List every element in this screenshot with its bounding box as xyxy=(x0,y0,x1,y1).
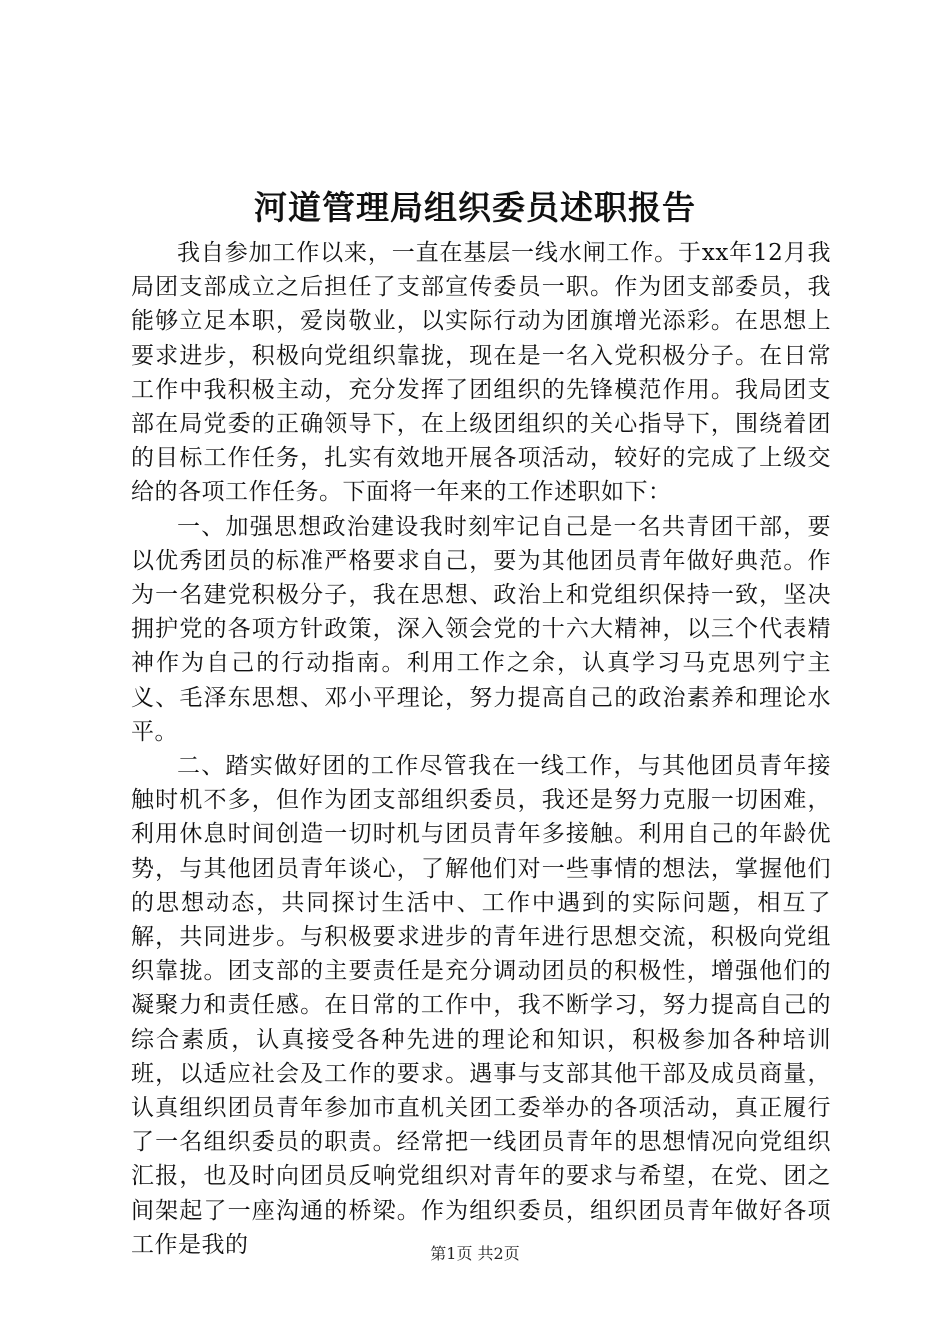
page-number-footer: 第1页 共2页 xyxy=(430,1244,520,1263)
paragraph-section-two: 二、踏实做好团的工作尽管我在一线工作，与其他团员青年接触时机不多，但作为团支部组织委员，我还是努力克服一切困难，利用休息时间创造一切时机与团员青年多接触。利用自己的年龄优势，与其他团员青年谈心，了解他们对一些事情的想法，掌握他们的思想动态，共同探讨生活中、工作中遇到的实际问题，相互了解，共同进步。与积极要求进步的青年进行思想交流，积极向党组织靠拢。团支部的主要责任是充分调动团员的积极性，增强他们的凝聚力和责任感。在日常的工作中，我不断学习，努力提高自己的综合素质，认真接受各种先进的理论和知识，积极参加各种培训班，以适应社会及工作的要求。遇事与支部其他干部及成员商量，认真组织团员青年参加市直机关团工委举办的各项活动，真正履行了一名组织委员的职责。经常把一线团员青年的思想情况向党组织汇报，也及时向团员反响党组织对青年的要求与希望，在党、团之间架起了一座沟通的桥梁。作为组织委员，组织团员青年做好各项工作是我的 xyxy=(131,753,831,1258)
document-title: 河道管理局组织委员述职报告 xyxy=(254,188,696,227)
paragraph-intro: 我自参加工作以来，一直在基层一线水闸工作。于xx年12月我局团支部成立之后担任了支部宣传委员一职。作为团支部委员，我能够立足本职，爱岗敬业，以实际行动为团旗增光添彩。在思想上要求进步，积极向党组织靠拢，现在是一名入党积极分子。在日常工作中我积极主动，充分发挥了团组织的先锋模范作用。我局团支部在局党委的正确领导下，在上级团组织的关心指导下，围绕着团的目标工作任务，扎实有效地开展各项活动，较好的完成了上级交给的各项工作任务。下面将一年来的工作述职如下： xyxy=(131,240,831,506)
paragraph-section-one: 一、加强思想政治建设我时刻牢记自己是一名共青团干部，要以优秀团员的标准严格要求自己，要为其他团员青年做好典范。作为一名建党积极分子，我在思想、政治上和党组织保持一致，坚决拥护党的各项方针政策，深入领会党的十六大精神，以三个代表精神作为自己的行动指南。利用工作之余，认真学习马克思列宁主义、毛泽东思想、邓小平理论，努力提高自己的政治素养和理论水平。 xyxy=(131,513,831,745)
document-body xyxy=(131,236,831,1262)
